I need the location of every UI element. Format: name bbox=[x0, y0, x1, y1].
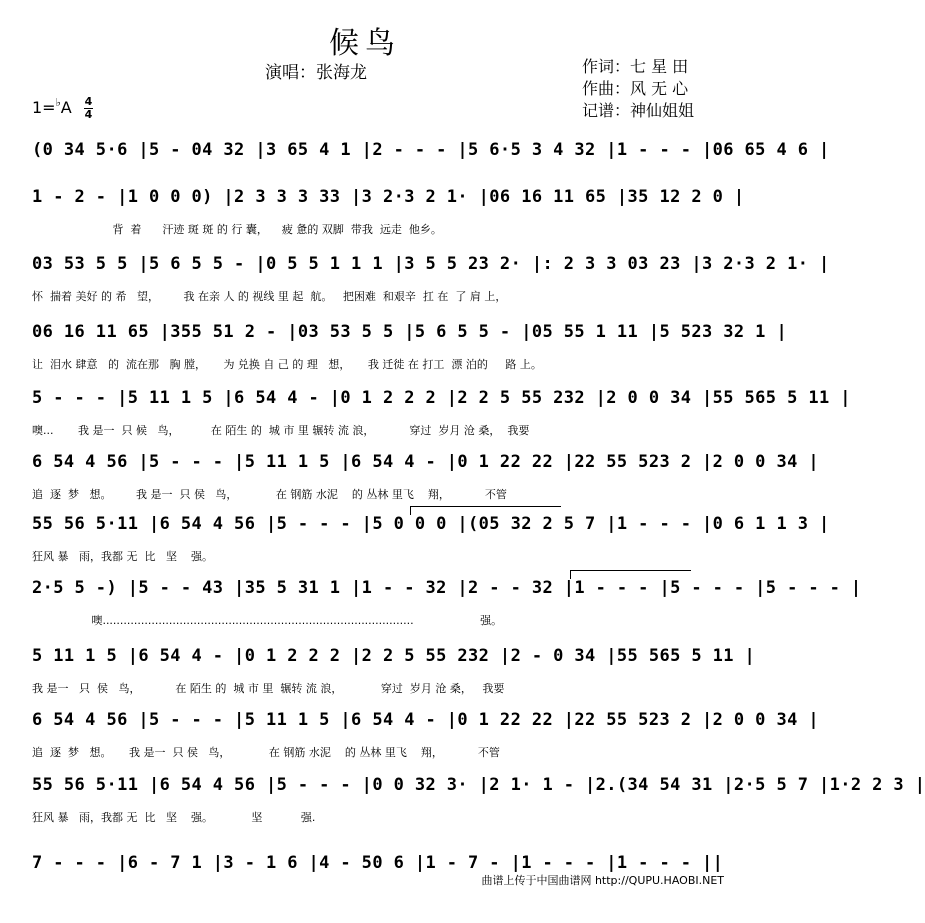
lyric-line: 让 泪水 肆意 的 流在那 胸 膛， 为 兑换 自 己 的 理 想， 我 迁徙 在 打工 漂 泊的 路 上。 bbox=[32, 358, 542, 371]
notation-line: 1 - 2 - |1 0 0 0) |2 3 3 3 33 |3 2·3 2 1· |06 16 11 65 |35 12 2 0 | bbox=[32, 187, 745, 207]
lyric-line: 怀 揣着 美好 的 希 望， 我 在亲 人 的 视线 里 起 航。 把困难 和艰辛 扛 在 了 肩 上， bbox=[32, 290, 507, 303]
key-prefix: 1= bbox=[32, 98, 56, 117]
notation-line: 55 56 5·11 |6 54 4 56 |5 - - - |5 0 0 0 |(05 32 2 5 7 |1 - - - |0 6 1 1 3 | bbox=[32, 514, 830, 534]
score-system-6 bbox=[0, 452, 819, 522]
score-system-3 bbox=[0, 254, 830, 324]
lyric-line: 我 是一 只 侯 鸟， 在 陌生 的 城 市 里 辗转 流 浪， 穿过 岁月 沧 桑， 我要 bbox=[32, 682, 505, 695]
lyric-line: 噢......................................................................................... 强。 bbox=[32, 614, 503, 627]
flat-symbol: ♭ bbox=[55, 96, 61, 109]
score-system-9 bbox=[0, 646, 756, 716]
notation-line: 5 11 1 5 |6 54 4 - |0 1 2 2 2 |2 2 5 55 232 |2 - 0 34 |55 565 5 11 | bbox=[32, 646, 756, 666]
transcriber-credit: 记谱：神仙姐姐 bbox=[582, 101, 695, 120]
notation-line: 5 - - - |5 11 1 5 |6 54 4 - |0 1 2 2 2 |2 2 5 55 232 |2 0 0 34 |55 565 5 11 | bbox=[32, 388, 851, 408]
lyricist-credit: 作词：七 星 田 bbox=[582, 57, 689, 76]
score-system-10 bbox=[0, 710, 819, 780]
credits-block bbox=[582, 56, 694, 122]
song-title: 候鸟 bbox=[329, 26, 401, 61]
watermark-footer: 曲谱上传于中国曲谱网 http://QUPU.HAOBI.NET bbox=[481, 874, 724, 887]
lyric-line: 追 逐 梦 想。 我 是一 只 侯 鸟， 在 钢筋 水泥 的 丛林 里飞 翔， 不管 bbox=[32, 746, 500, 759]
composer-credit: 作曲：风 无 心 bbox=[582, 79, 689, 98]
score-system-5 bbox=[0, 388, 851, 458]
notation-line: 06 16 11 65 |355 51 2 - |03 53 5 5 |5 6 5 5 - |05 55 1 11 |5 523 32 1 | bbox=[32, 322, 788, 342]
notation-line: 7 - - - |6 - 7 1 |3 - 1 6 |4 - 50 6 |1 - 7 - |1 - - - |1 - - - || bbox=[32, 853, 724, 873]
volta-bracket bbox=[570, 570, 691, 579]
time-top: 4 bbox=[84, 95, 93, 108]
score-system-2 bbox=[0, 187, 745, 257]
lyric-line: 狂风 暴 雨，我都 无 比 坚 强。 bbox=[32, 550, 213, 563]
volta-bracket bbox=[410, 506, 561, 515]
lyric-line: 噢... 我 是一 只 候 鸟， 在 陌生 的 城 市 里 辗转 流 浪， 穿过 岁月 沧 桑， 我要 bbox=[32, 424, 530, 437]
score-system-12 bbox=[0, 853, 730, 923]
time-signature bbox=[84, 96, 93, 121]
time-bottom: 4 bbox=[84, 108, 93, 121]
key-note: A bbox=[60, 98, 72, 117]
score-system-8 bbox=[0, 578, 862, 648]
score-system-4 bbox=[0, 322, 788, 392]
lyric-line: 追 逐 梦 想。 我 是一 只 侯 鸟， 在 钢筋 水泥 的 丛林 里飞 翔， 不管 bbox=[32, 488, 507, 501]
lyric-line: 背 着 汗迹 斑 斑 的 行 囊， 疲 惫的 双脚 带我 远走 他乡。 bbox=[32, 223, 442, 236]
singer-credit: 演唱：张海龙 bbox=[265, 63, 367, 83]
score-system-11 bbox=[0, 775, 925, 845]
key-signature bbox=[32, 98, 72, 117]
notation-line: 6 54 4 56 |5 - - - |5 11 1 5 |6 54 4 - |0 1 22 22 |22 55 523 2 |2 0 0 34 | bbox=[32, 710, 819, 730]
notation-line: 03 53 5 5 |5 6 5 5 - |0 5 5 1 1 1 |3 5 5 23 2· |: 2 3 3 03 23 |3 2·3 2 1· | bbox=[32, 254, 830, 274]
notation-line: 55 56 5·11 |6 54 4 56 |5 - - - |0 0 32 3· |2 1· 1 - |2.(34 54 31 |2·5 5 7 |1·2 2 3 | bbox=[32, 775, 925, 795]
lyric-line: 狂风 暴 雨，我都 无 比 坚 强。 坚 强. bbox=[32, 811, 316, 824]
notation-line: 6 54 4 56 |5 - - - |5 11 1 5 |6 54 4 - |0 1 22 22 |22 55 523 2 |2 0 0 34 | bbox=[32, 452, 819, 472]
notation-line: (0 34 5·6 |5 - 04 32 |3 65 4 1 |2 - - - |5 6·5 3 4 32 |1 - - - |06 65 4 6 | bbox=[32, 140, 830, 160]
notation-line: 2·5 5 -) |5 - - 43 |35 5 31 1 |1 - - 32 |2 - - 32 |1 - - - |5 - - - |5 - - - | bbox=[32, 578, 862, 598]
